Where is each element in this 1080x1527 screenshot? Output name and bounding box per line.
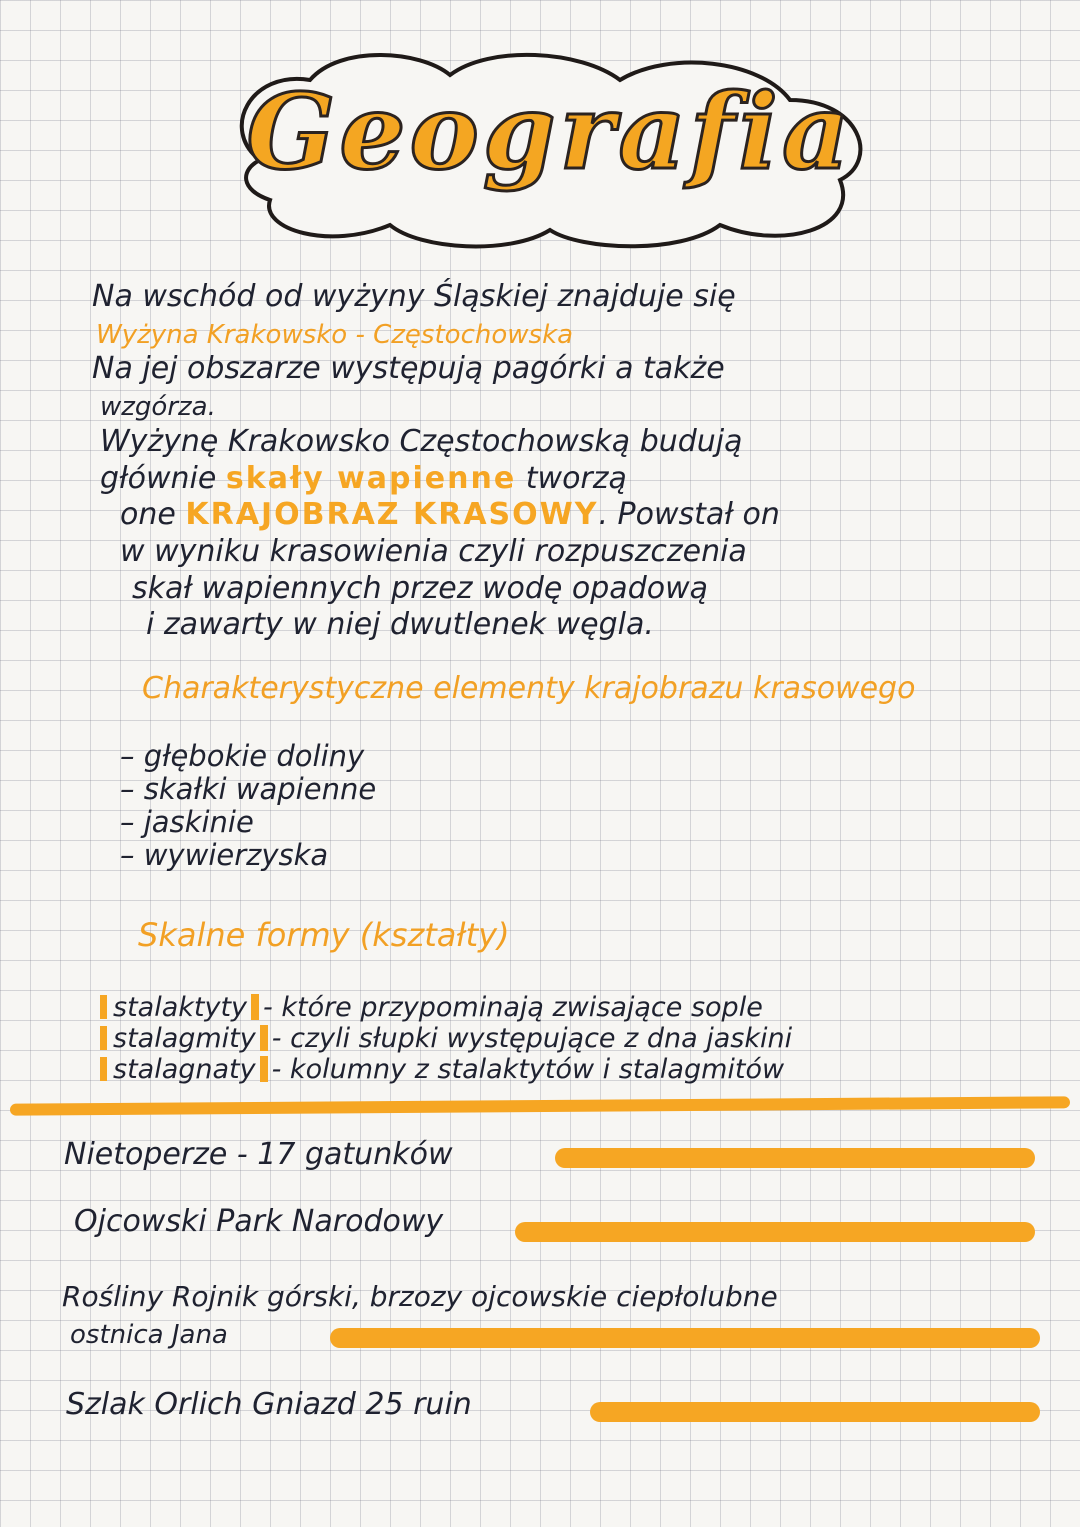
fact-underline: [515, 1222, 1035, 1242]
intro-line-6-start: głównie: [100, 461, 217, 496]
title-cloud: [220, 40, 880, 250]
highlight-mark-icon: [260, 1056, 268, 1082]
fact-park: Ojcowski Park Narodowy: [74, 1204, 444, 1239]
karst-landscape-highlight: KRAJOBRAZ KRASOWY: [185, 497, 599, 532]
fact-plants: Rośliny Rojnik górski, brzozy ojcowskie ciepłolubne: [62, 1280, 778, 1313]
highlight-mark-icon: [100, 1057, 107, 1081]
fact-underline: [555, 1148, 1035, 1168]
intro-line-7-end: . Powstał on: [598, 497, 780, 532]
intro-line-8: w wyniku krasowienia czyli rozpuszczenia: [120, 534, 747, 569]
intro-line-6: [100, 462, 627, 496]
intro-line-1: Na wschód od wyżyny Śląskiej znajduje się: [92, 279, 736, 314]
list-item: [100, 1023, 792, 1054]
fact-trail: Szlak Orlich Gniazd 25 ruin: [66, 1387, 472, 1422]
karst-heading: Charakterystyczne elementy krajobrazu krasowego: [142, 671, 916, 706]
form-name: stalaktyty: [113, 992, 248, 1023]
fact-underline: [330, 1328, 1040, 1348]
form-name: stalagnaty: [113, 1054, 256, 1085]
intro-line-7-start: one: [120, 497, 176, 532]
list-item: – wywierzyska: [120, 839, 376, 872]
list-item: – skałki wapienne: [120, 773, 376, 806]
form-desc: - kolumny z stalaktytów i stalagmitów: [271, 1054, 785, 1085]
rock-forms-list: [100, 992, 792, 1085]
fact-underline: [590, 1402, 1040, 1422]
form-desc: - które przypominają zwisające sople: [263, 992, 763, 1023]
limestone-highlight: skały wapienne: [225, 461, 517, 496]
highlight-mark-icon: [251, 994, 259, 1020]
intro-line-3: Na jej obszarze występują pagórki a także: [92, 351, 725, 386]
intro-line-9: skał wapiennych przez wodę opadową: [132, 571, 709, 606]
page-title: Geografia: [246, 70, 854, 193]
form-name: stalagmity: [113, 1023, 256, 1054]
form-desc: - czyli słupki występujące z dna jaskini: [271, 1023, 793, 1054]
list-item: – jaskinie: [120, 806, 376, 839]
karst-elements-list: [120, 740, 376, 872]
intro-line-7: [120, 498, 780, 532]
intro-line-4: wzgórza.: [100, 392, 216, 422]
list-item: – głębokie doliny: [120, 740, 376, 773]
forms-heading: Skalne formy (kształty): [138, 916, 510, 954]
highlight-mark-icon: [260, 1025, 268, 1051]
highlight-mark-icon: [100, 1026, 107, 1050]
list-item: [100, 992, 792, 1023]
intro-line-10: i zawarty w niej dwutlenek węgla.: [146, 607, 654, 642]
region-name: Wyżyna Krakowsko - Częstochowska: [96, 320, 574, 350]
intro-line-6-end: tworzą: [525, 461, 627, 496]
list-item: [100, 1054, 792, 1085]
fact-plants-2: ostnica Jana: [70, 1320, 228, 1350]
fact-bats: Nietoperze - 17 gatunków: [64, 1137, 453, 1172]
intro-line-5: Wyżynę Krakowsko Częstochowską budują: [100, 424, 743, 459]
highlight-mark-icon: [100, 995, 107, 1019]
section-divider: [10, 1096, 1070, 1115]
